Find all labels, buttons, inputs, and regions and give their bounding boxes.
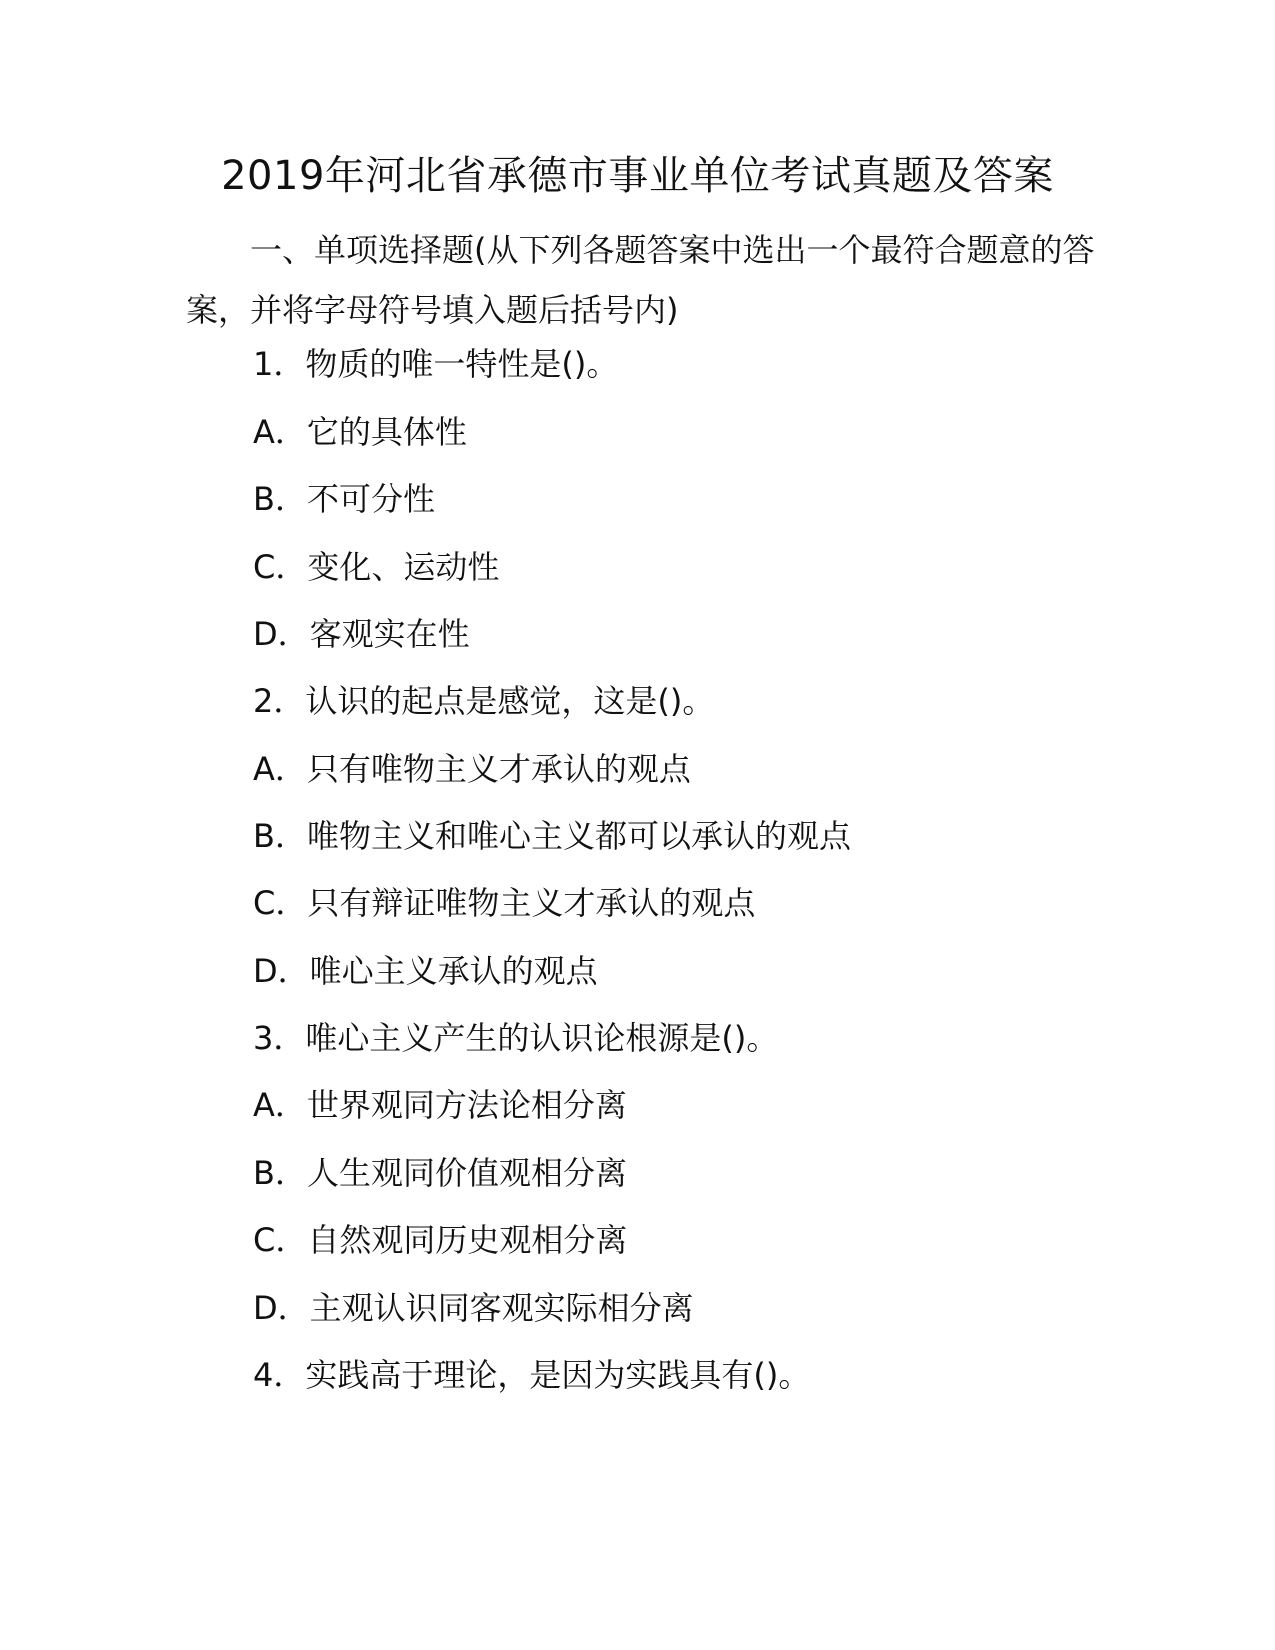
question-1-option-c: C．变化、运动性 bbox=[253, 548, 500, 586]
question-1-option-d: D．客观实在性 bbox=[253, 615, 470, 653]
question-1-option-a: A．它的具体性 bbox=[253, 413, 467, 451]
question-3-option-d: D．主观认识同客观实际相分离 bbox=[253, 1289, 694, 1327]
question-2-option-d: D．唯心主义承认的观点 bbox=[253, 952, 598, 990]
question-2-option-a: A．只有唯物主义才承认的观点 bbox=[253, 750, 691, 788]
question-2-option-c: C．只有辩证唯物主义才承认的观点 bbox=[253, 884, 756, 922]
question-2: 2．认识的起点是感觉，这是()。 bbox=[253, 682, 715, 720]
question-3-option-a: A．世界观同方法论相分离 bbox=[253, 1086, 627, 1124]
section-intro: 一、单项选择题(从下列各题答案中选出一个最符合题意的答案，并将字母符号填入题后括号内) bbox=[186, 231, 1095, 329]
question-4: 4．实践高于理论，是因为实践具有()。 bbox=[253, 1356, 811, 1394]
question-3: 3．唯心主义产生的认识论根源是()。 bbox=[253, 1019, 779, 1057]
question-3-option-b: B．人生观同价值观相分离 bbox=[253, 1154, 627, 1192]
question-3-option-c: C．自然观同历史观相分离 bbox=[253, 1221, 628, 1259]
question-1-option-b: B．不可分性 bbox=[253, 480, 435, 518]
document-title: 2019年河北省承德市事业单位考试真题及答案 bbox=[221, 153, 1054, 199]
question-2-option-b: B．唯物主义和唯心主义都可以承认的观点 bbox=[253, 817, 851, 855]
question-1: 1．物质的唯一特性是()。 bbox=[253, 345, 619, 383]
